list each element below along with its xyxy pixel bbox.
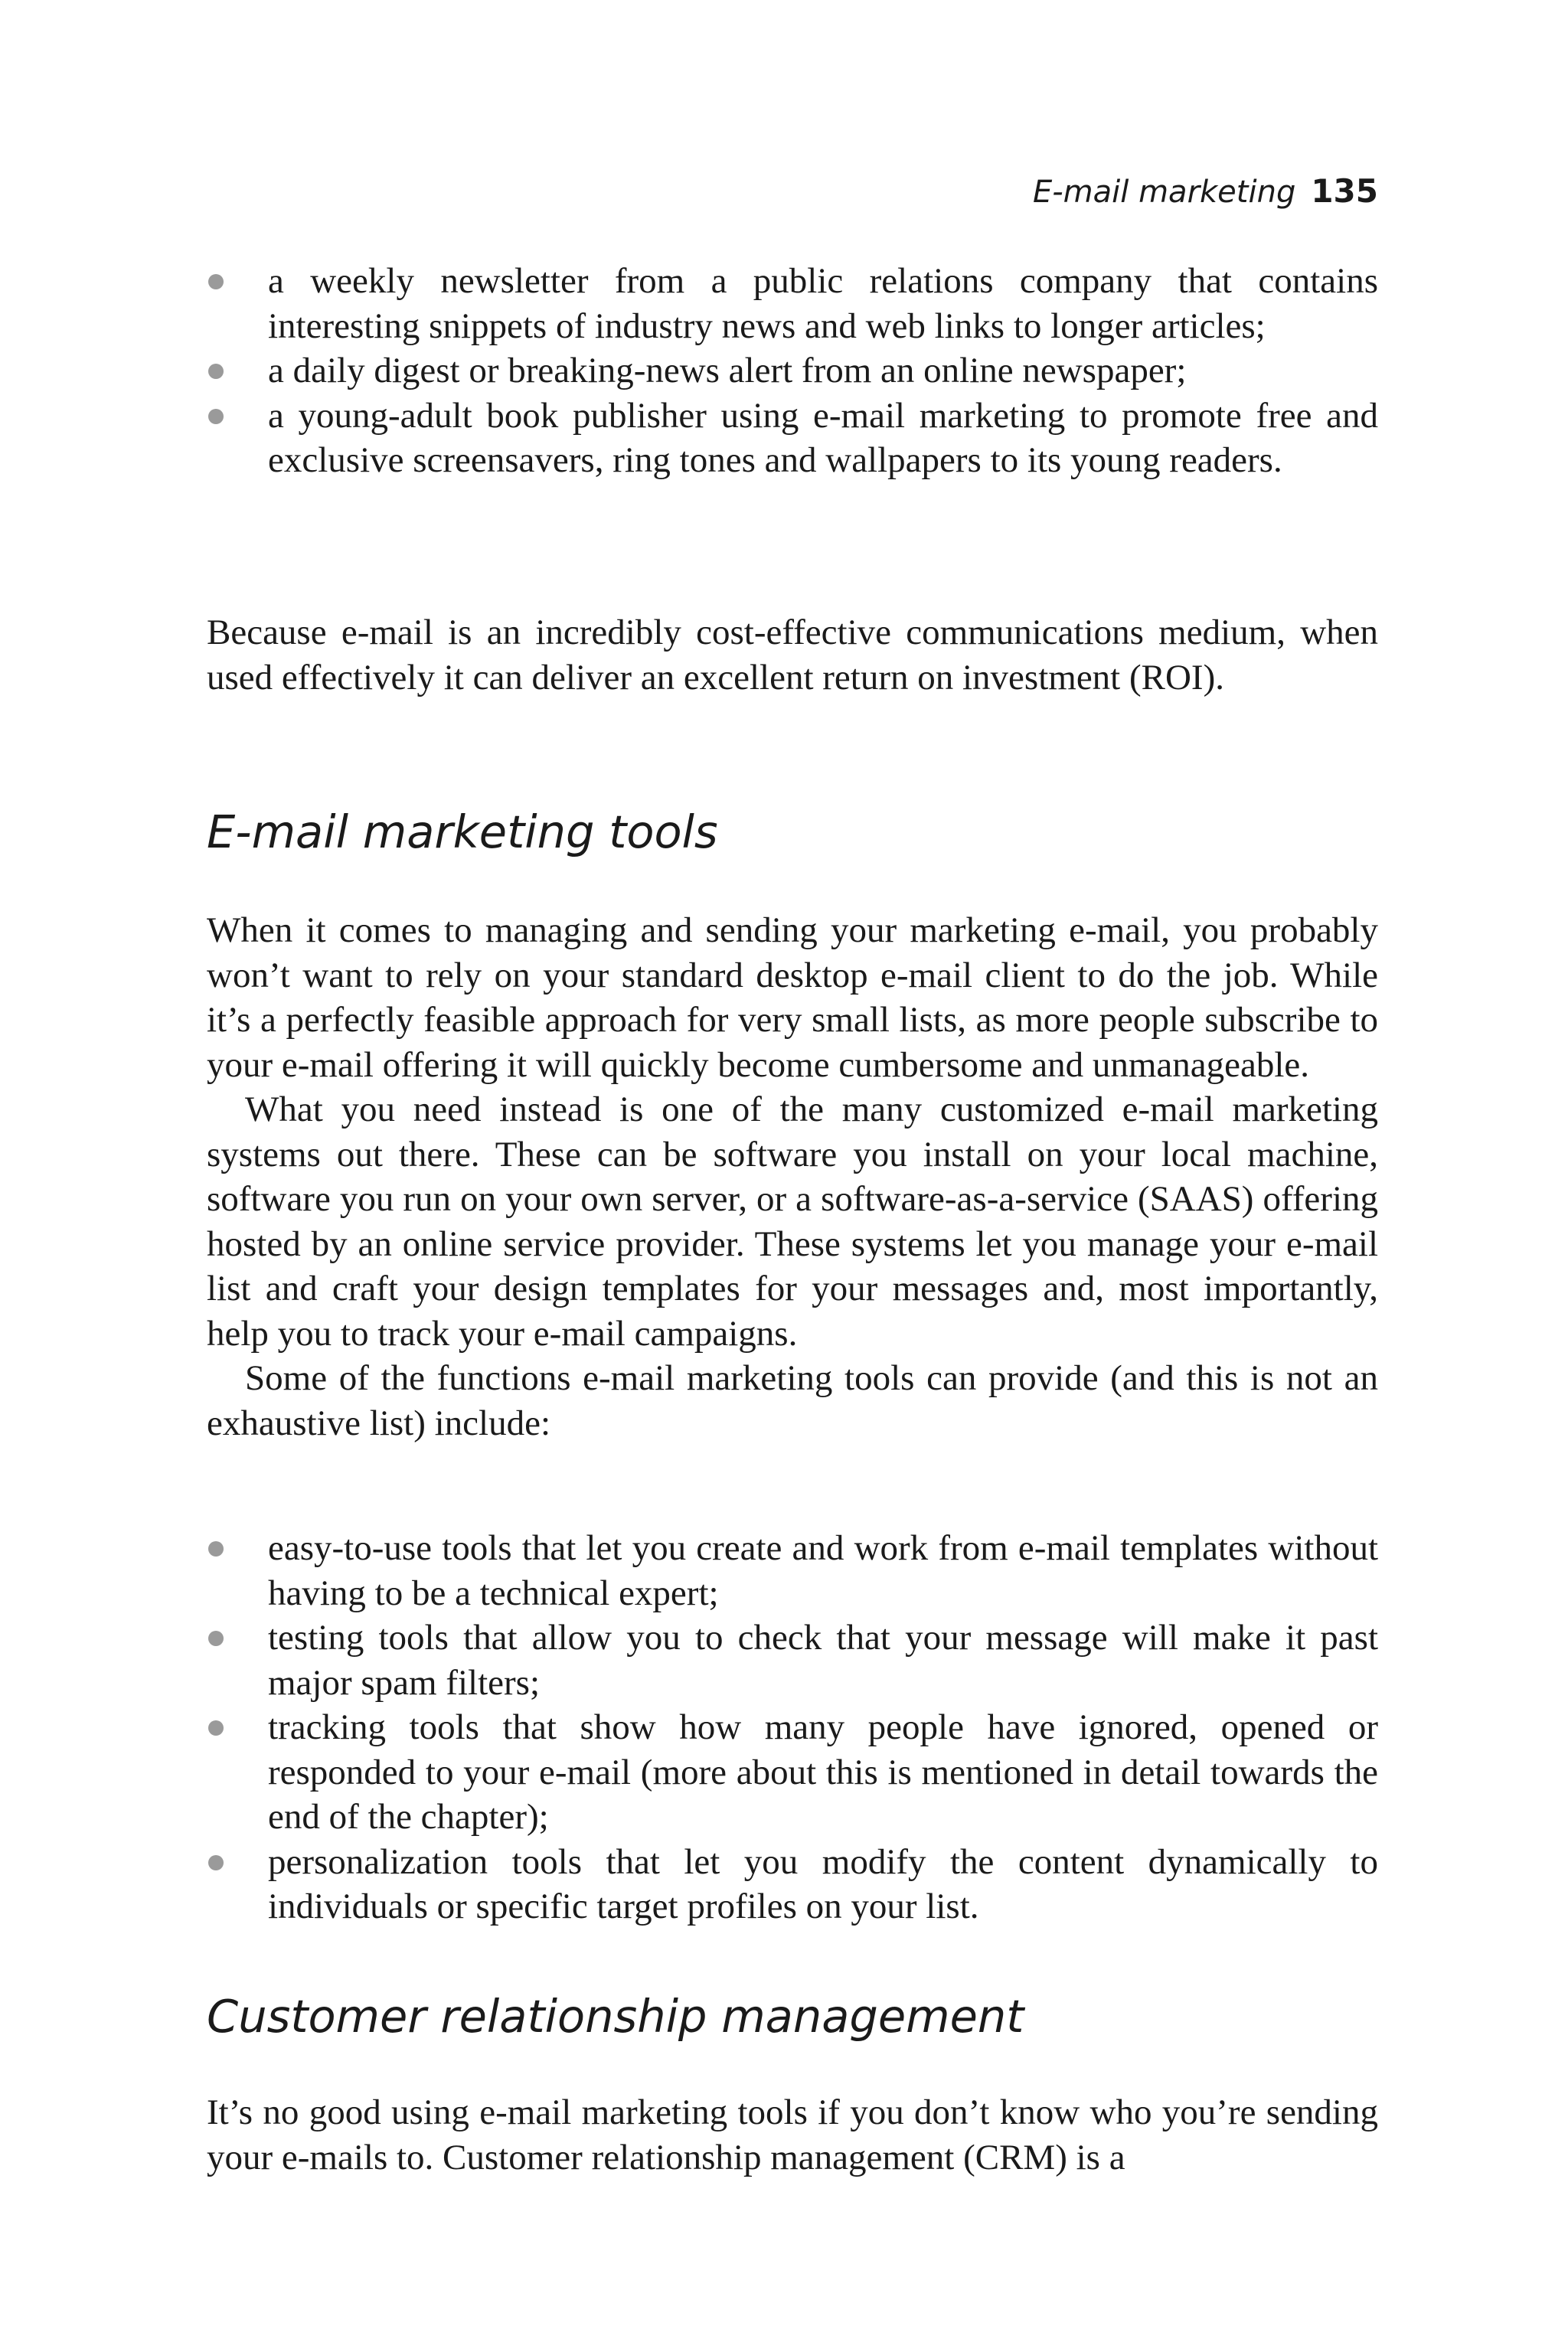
list-item <box>207 1526 1378 1615</box>
paragraph-roi: Because e-mail is an incredibly cost-effective communications medium, when used effectively it can deliver an excellent return on investment (ROI). <box>207 612 1378 697</box>
paragraph-tools-functions: Some of the functions e-mail marketing tools can provide (and this is not an exhaustive list) include: <box>207 1358 1378 1443</box>
bullet-icon <box>208 1720 224 1736</box>
section-tools-body <box>207 908 1378 1446</box>
section-crm-heading-block <box>207 1986 1378 2047</box>
section-heading-crm: Customer relationship management <box>207 1990 1024 2043</box>
running-head <box>1033 170 1378 214</box>
bullet-icon <box>208 1631 224 1646</box>
section-heading-tools: E-mail marketing tools <box>207 805 718 858</box>
list-item <box>207 1840 1378 1929</box>
section-crm-body <box>207 2090 1378 2180</box>
paragraph-roi-block <box>207 610 1378 700</box>
list-item-text: personalization tools that let you modify the content dynamically to individuals or specific target profiles on your list. <box>268 1841 1378 1926</box>
paragraph-tools-systems: What you need instead is one of the many customized e-mail marketing systems out there. These can be software you install on your local machine, software you run on your own server, or a software-as-a-service (SAAS) offering hosted by an online service provider. These systems let you manage your e-mail list and craft your design templates for your messages and, most importantly, help you to track your e-mail campaigns. <box>207 1089 1378 1354</box>
paragraph-crm: It’s no good using e-mail marketing tools if you don’t know who you’re sending your e-mails to. Customer relationship management (CRM) is a <box>207 2092 1378 2177</box>
list-item-text: a weekly newsletter from a public relations company that contains interesting snippets of industry news and web links to longer articles; <box>268 261 1378 346</box>
bullet-list-examples <box>207 259 1378 483</box>
bullet-icon <box>208 1855 224 1870</box>
section-tools-heading-block <box>207 802 1378 863</box>
list-item <box>207 259 1378 348</box>
running-head-title: E-mail marketing <box>1032 175 1296 210</box>
page-number: 135 <box>1311 172 1378 210</box>
list-item <box>207 1705 1378 1840</box>
list-item <box>207 348 1378 394</box>
list-item <box>207 394 1378 483</box>
list-item-text: easy-to-use tools that let you create and work from e-mail templates without having to be a technical expert; <box>268 1528 1378 1613</box>
bullet-icon <box>208 274 224 289</box>
list-item <box>207 1615 1378 1705</box>
bullet-icon <box>208 1541 224 1557</box>
list-item-text: a young-adult book publisher using e-mail marketing to promote free and exclusive screensavers, ring tones and wallpapers to its young readers. <box>268 395 1378 480</box>
bullet-list-tools <box>207 1526 1378 1929</box>
bullet-icon <box>208 409 224 424</box>
list-item-text: a daily digest or breaking-news alert from an online newspaper; <box>268 351 1187 390</box>
paragraph-tools-intro: When it comes to managing and sending your marketing e-mail, you probably won’t want to rely on your standard desktop e-mail client to do the job. While it’s a perfectly feasible approach for very small lists, as more people subscribe to your e-mail offering it will quickly become cumbersome and unmanageable. <box>207 910 1378 1085</box>
list-item-text: tracking tools that show how many people have ignored, opened or responded to your e-mail (more about this is mentioned in detail towards the end of the chapter); <box>268 1707 1378 1837</box>
bullet-icon <box>208 364 224 379</box>
list-item-text: testing tools that allow you to check that your message will make it past major spam filters; <box>268 1618 1378 1703</box>
